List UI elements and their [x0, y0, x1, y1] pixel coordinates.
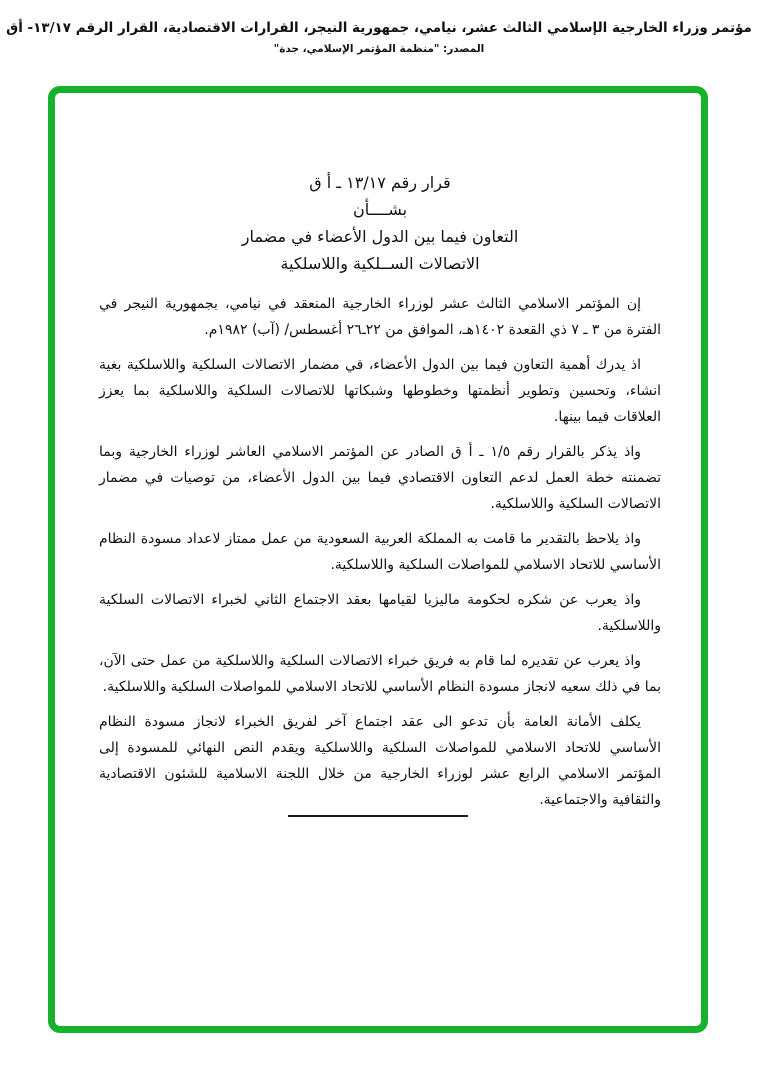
resolution-subject-line-2: الاتصالات الســلكية واللاسلكية [280, 254, 480, 273]
document-content [55, 93, 701, 813]
end-of-text-divider [288, 815, 468, 817]
resolution-subject-line-1: التعاون فيما بين الدول الأعضاء في مضمار [241, 227, 519, 246]
resolution-regarding-line: بشــــأن [352, 200, 408, 219]
paragraph-noting: واذ يلاحظ بالتقدير ما قامت به المملكة العربية السعودية من عمل ممتاز لاعداد مسودة النظام الأساسي للاتحاد الاسلامي للمواصلات السلكية واللاسلكية. [99, 531, 661, 573]
paragraph-thanks-malaysia: واذ يعرب عن شكره لحكومة ماليزيا لقيامها بعقد الاجتماع الثاني لخبراء الاتصالات السلكية واللاسلكية. [99, 592, 661, 634]
paragraph-appreciation-experts: واذ يعرب عن تقديره لما قام به فريق خبراء الاتصالات السلكية واللاسلكية من عمل حتى الآن، بما في ذلك سعيه لانجاز مسودة النظام الأساسي للاتحاد الاسلامي للمواصلات السلكية واللاسلكية. [99, 653, 661, 695]
resolution-title-block [99, 169, 661, 277]
paragraph-recognizing: اذ يدرك أهمية التعاون فيما بين الدول الأعضاء، في مضمار الاتصالات السلكية واللاسلكية بغية انشاء، وتحسين وتطوير أنظمتها وخطوطها وشبكاتها للاتصالات السلكية واللاسلكية بما يعزز العلاقات فيما بينها. [99, 357, 661, 425]
header-source-line: المصدر: "منظمة المؤتمر الإسلامي، جدة" [273, 43, 485, 55]
paragraph-mandate-secretariat: يكلف الأمانة العامة بأن تدعو الى عقد اجتماع آخر لفريق الخبراء لانجاز مسودة النظام الأساسي للاتحاد الاسلامي للمواصلات السلكية واللاسلكية ويقدم النص النهائي للمسودة إلى المؤتمر الاسلامي الرابع عشر لوزراء الخارجية من خلال اللجنة الاسلامية للشئون الاقتصادية والثقافية والاجتماعية. [99, 714, 661, 808]
resolution-number-line: قرار رقم ١٣/١٧ ـ أ ق [309, 173, 451, 192]
paragraph-recalling: واذ يذكر بالقرار رقم ١/٥ ـ أ ق الصادر عن المؤتمر الاسلامي العاشر لوزراء الخارجية وبما تضمنته خطة العمل لدعم التعاون الاقتصادي فيما بين الدول الأعضاء، من توصيات في مضمار الاتصالات السلكية واللاسلكية. [99, 444, 661, 512]
paragraph-preamble: إن المؤتمر الاسلامي الثالث عشر لوزراء الخارجية المنعقد في نيامي، بجمهورية النيجر في الفترة من ٣ ـ ٧ ذي القعدة ١٤٠٢هـ، الموافق من ٢٢ـ٢٦ أغسطس/ (آب) ١٩٨٢م. [99, 296, 661, 338]
document-green-frame [48, 86, 708, 1033]
header-citation-line: مؤتمر وزراء الخارجية الإسلامي الثالث عشر، نيامي، جمهورية النيجر، القرارات الاقتصادية، القرار الرقم ١٣/١٧- أق [6, 20, 752, 36]
page-header [0, 20, 758, 55]
